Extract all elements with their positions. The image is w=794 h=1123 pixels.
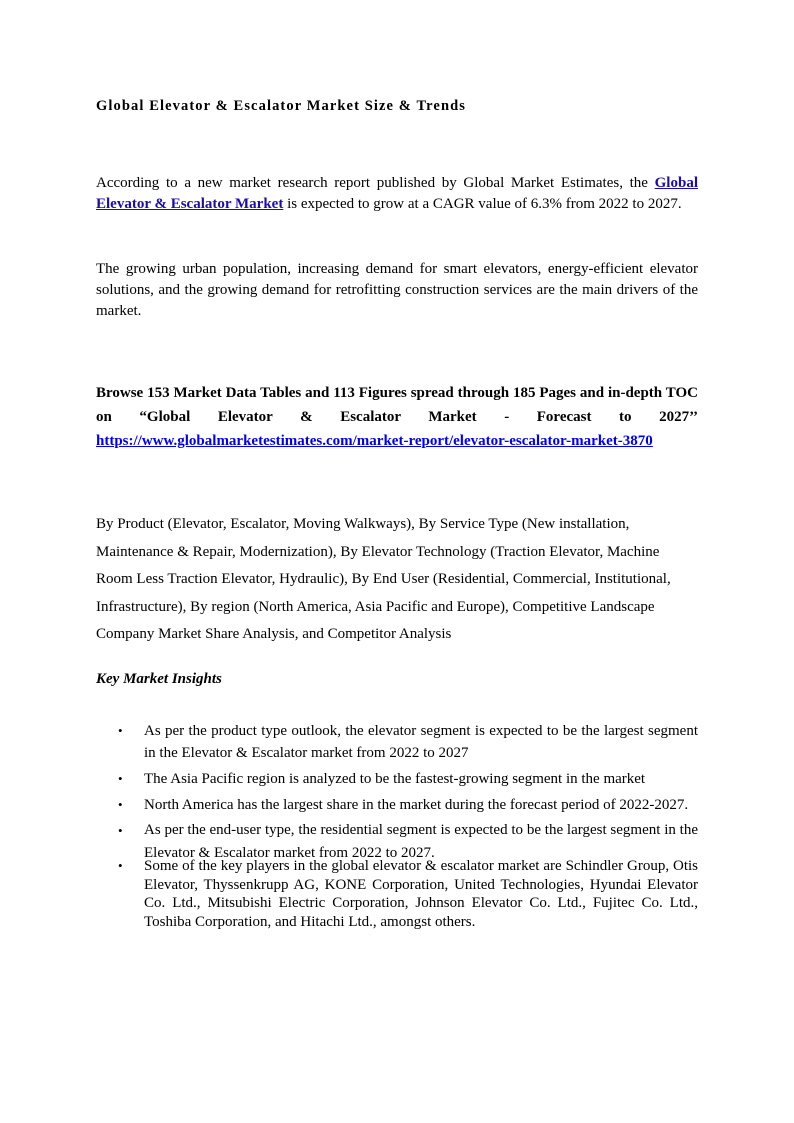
- intro-text-after-link: is expected to grow at a CAGR value of 6.3% from 2022 to 2027.: [283, 196, 682, 212]
- list-item: [96, 768, 698, 790]
- intro-paragraph: [96, 173, 698, 215]
- bullet-icon: •: [118, 858, 123, 873]
- list-item-text: As per the product type outlook, the elevator segment is expected to be the largest segment in the Elevator & Escalator market from 2022 to 2027: [144, 723, 698, 761]
- browse-text: Browse 153 Market Data Tables and 113 Figures spread through 185 Pages and in-depth TOC on “Global Elevator & Escalator Market - Forecast to 2027’’: [96, 385, 698, 425]
- bullet-icon: •: [118, 723, 123, 738]
- key-market-insights-heading: Key Market Insights: [96, 671, 222, 687]
- list-item-text: As per the end-user type, the residential segment is expected to be the largest segment in the Elevator & Escalator market from 2022 to 2027.: [144, 822, 698, 861]
- list-item: [96, 857, 698, 931]
- segmentation-paragraph: By Product (Elevator, Escalator, Moving Walkways), By Service Type (New installation, Maintenance & Repair, Modernization), By Elevator Technology (Traction Elevator, Machine Room Less Traction Elevator, Hydraulic), By End User (Residential, Commercial, Institutional, Infrastructure), By region (North America, Asia Pacific and Europe), Competitive Landscape Company Market Share Analysis, and Competitor Analysis: [96, 516, 671, 642]
- list-item-text: Some of the key players in the global elevator & escalator market are Schindler Group, Otis Elevator, Thyssenkrupp AG, KONE Corporation, United Technologies, Hyundai Elevator Co. Ltd., Mitsubishi Electric Corporation, Johnson Elevator Co. Ltd., Fujitec Co. Ltd., Toshiba Corporation, and Hitachi Ltd., amongst others.: [144, 858, 698, 930]
- insights-list: [96, 720, 698, 931]
- drivers-paragraph: The growing urban population, increasing demand for smart elevators, energy-efficient elevator solutions, and the growing demand for retrofitting construction services are the main drivers of the market.: [96, 261, 698, 319]
- report-url-link[interactable]: https://www.globalmarketestimates.com/market-report/elevator-escalator-market-3870: [96, 433, 653, 449]
- list-item-text: North America has the largest share in the market during the forecast period of 2022-2027.: [144, 797, 689, 813]
- bullet-icon: •: [118, 797, 123, 812]
- intro-text-before-link: According to a new market research report published by Global Market Estimates, the: [96, 175, 655, 191]
- document-title: Global Elevator & Escalator Market Size & Trends: [96, 98, 467, 114]
- market-report-link[interactable]: Global Elevator & Escalator Market: [96, 175, 698, 212]
- list-item: [96, 793, 698, 817]
- bullet-icon: •: [118, 823, 123, 838]
- bullet-icon: •: [118, 771, 123, 786]
- list-item-text: The Asia Pacific region is analyzed to be the fastest-growing segment in the market: [144, 771, 646, 787]
- list-item: [96, 720, 698, 764]
- browse-paragraph: [96, 381, 698, 453]
